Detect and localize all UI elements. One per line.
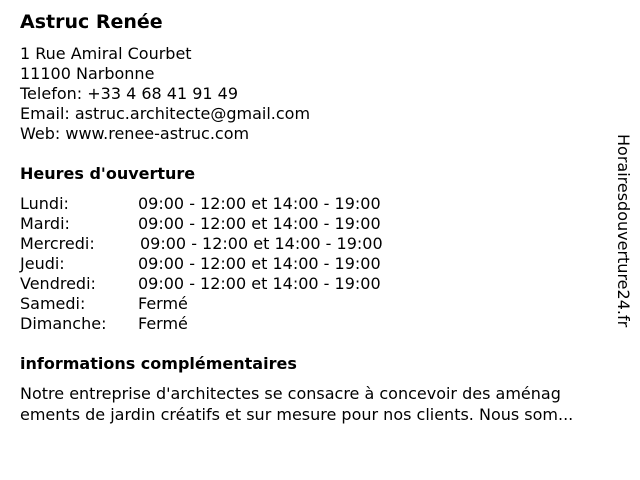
day-hours: 09:00 - 12:00 et 14:00 - 19:00 (138, 274, 381, 293)
hours-row-saturday (20, 294, 480, 314)
day-label: Samedi: (20, 294, 86, 313)
day-label: Mardi: (20, 214, 70, 233)
hours-row-monday (20, 194, 480, 214)
day-hours: 09:00 - 12:00 et 14:00 - 19:00 (138, 214, 381, 233)
hours-row-sunday (20, 314, 480, 334)
watermark-text: Horairesdouverture24.fr (614, 134, 633, 328)
day-label: Jeudi: (20, 254, 65, 273)
business-name: Astruc Renée (20, 11, 163, 33)
hours-row-wednesday (20, 234, 480, 254)
address-city: 11100 Narbonne (20, 64, 155, 83)
day-hours: 09:00 - 12:00 et 14:00 - 19:00 (140, 234, 383, 253)
business-description (20, 383, 630, 425)
day-hours: 09:00 - 12:00 et 14:00 - 19:00 (138, 194, 381, 213)
description-line: ements de jardin créatifs et sur mesure pour nos clients. Nous som... (20, 405, 574, 424)
hours-row-thursday (20, 254, 480, 274)
day-label: Lundi: (20, 194, 69, 213)
day-hours: Fermé (138, 314, 188, 333)
email-address: Email: astruc.architecte@gmail.com (20, 104, 311, 123)
day-hours: Fermé (138, 294, 188, 313)
site-watermark (613, 134, 635, 344)
address-street: 1 Rue Amiral Courbet (20, 44, 192, 63)
website: Web: www.renee-astruc.com (20, 124, 250, 143)
day-label: Dimanche: (20, 314, 107, 333)
day-hours: 09:00 - 12:00 et 14:00 - 19:00 (138, 254, 381, 273)
hours-row-tuesday (20, 214, 480, 234)
day-label: Mercredi: (20, 234, 95, 253)
opening-hours-heading: Heures d'ouverture (20, 164, 196, 183)
day-label: Vendredi: (20, 274, 96, 293)
description-line: Notre entreprise d'architectes se consacre à concevoir des aménag (20, 384, 561, 403)
phone-number: Telefon: +33 4 68 41 91 49 (20, 84, 239, 103)
additional-info-heading: informations complémentaires (20, 354, 297, 373)
hours-row-friday (20, 274, 480, 294)
